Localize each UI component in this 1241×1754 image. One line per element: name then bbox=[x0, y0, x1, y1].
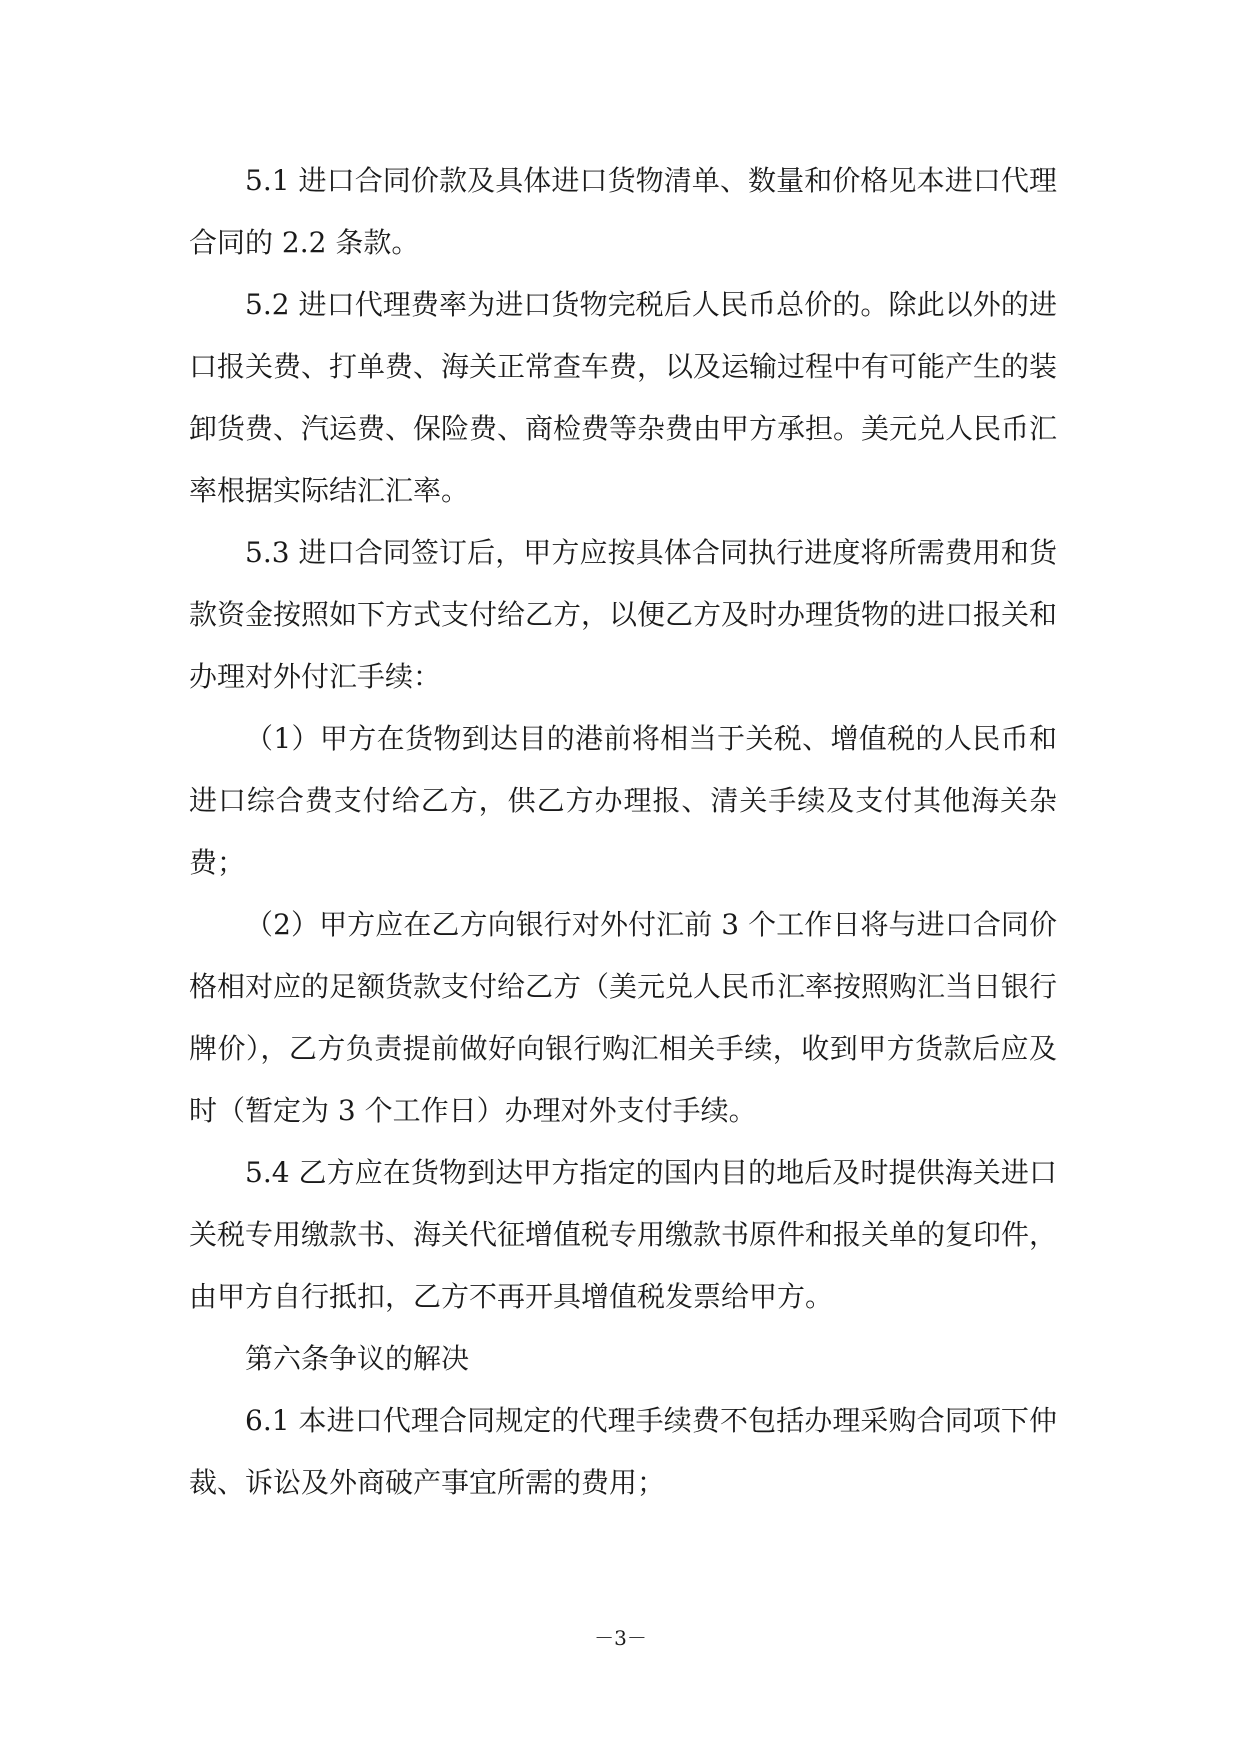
page-number: －3－ bbox=[594, 1626, 647, 1650]
document-body bbox=[189, 150, 1057, 1514]
clause-5-4: 5.4 乙方应在货物到达甲方指定的国内目的地后及时提供海关进口关税专用缴款书、海关代征增值税专用缴款书原件和报关单的复印件，由甲方自行抵扣，乙方不再开具增值税发票给甲方。 bbox=[189, 1156, 1058, 1313]
clause-6-1: 6.1 本进口代理合同规定的代理手续费不包括办理采购合同项下仲裁、诉讼及外商破产事宜所需的费用； bbox=[189, 1404, 1057, 1499]
clause-5-2: 5.2 进口代理费率为进口货物完税后人民币总价的。除此以外的进口报关费、打单费、海关正常查车费，以及运输过程中有可能产生的装卸货费、汽运费、保险费、商检费等杂费由甲方承担。美元兑人民币汇率根据实际结汇汇率。 bbox=[189, 288, 1058, 507]
clause-5-3-item-1: （1）甲方在货物到达目的港前将相当于关税、增值税的人民币和进口综合费支付给乙方，供乙方办理报、清关手续及支付其他海关杂费； bbox=[189, 722, 1057, 879]
clause-5-3: 5.3 进口合同签订后，甲方应按具体合同执行进度将所需费用和货款资金按照如下方式支付给乙方，以便乙方及时办理货物的进口报关和办理对外付汇手续： bbox=[189, 536, 1058, 693]
article-6-heading: 第六条争议的解决 bbox=[245, 1342, 470, 1375]
clause-5-3-item-2: （2）甲方应在乙方向银行对外付汇前 3 个工作日将与进口合同价格相对应的足额货款支付给乙方（美元兑人民币汇率按照购汇当日银行牌价），乙方负责提前做好向银行购汇相关手续，收到甲方货款后应及时（暂定为 3 个工作日）办理对外支付手续。 bbox=[189, 908, 1058, 1127]
clause-5-1: 5.1 进口合同价款及具体进口货物清单、数量和价格见本进口代理合同的 2.2 条款。 bbox=[189, 164, 1057, 259]
